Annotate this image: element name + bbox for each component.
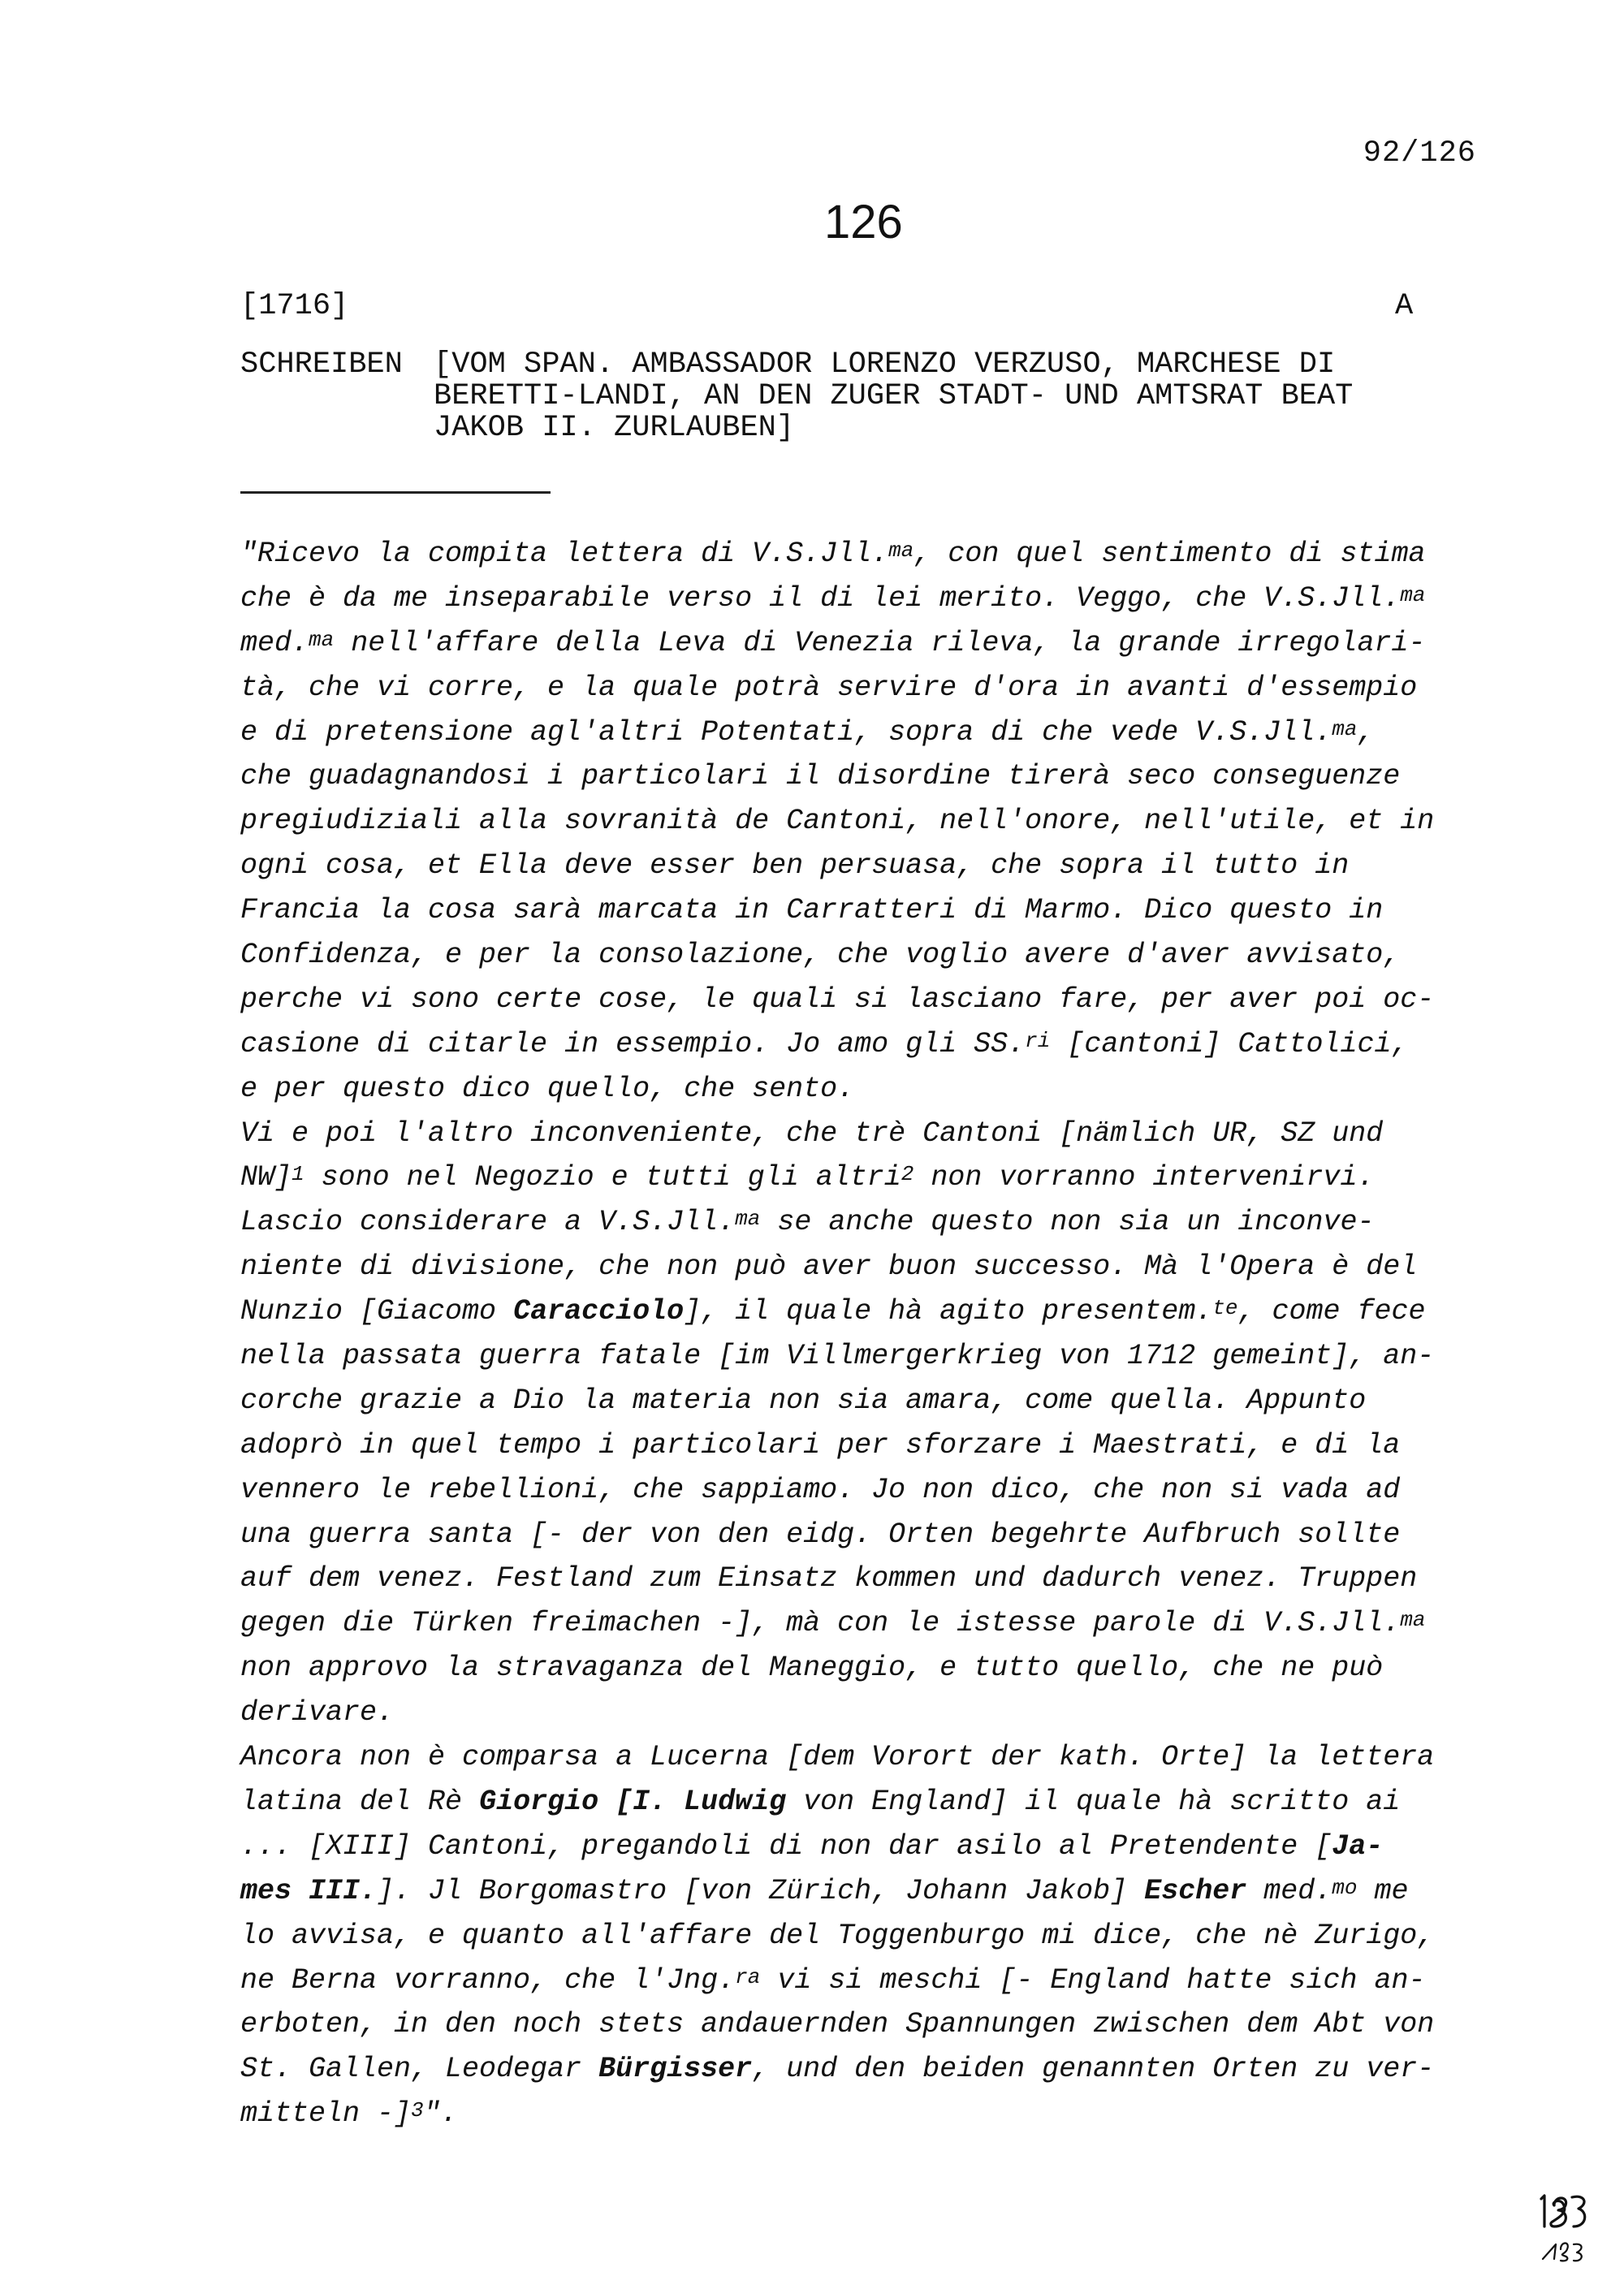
text-segment: nella passata guerra fatale [im Villmergerkrieg von 1712 gemeint], an- [240,1340,1435,1373]
text-segment: latina del Rè [240,1785,480,1818]
document-number: 126 [824,196,903,248]
text-segment: corche grazie a Dio la materia non sia amara, come quella. Appunto [240,1384,1367,1417]
text-segment: me [1357,1874,1409,1907]
body-line [240,1601,1507,1646]
heading-text [434,349,1489,444]
body-line [240,799,1507,844]
superscript: ma [888,538,914,563]
bold-name: Escher [1144,1874,1247,1907]
text-segment: derivare. [240,1696,395,1730]
text-segment: ne Berna vorranno, che l'Jng. [240,1963,736,1997]
body-line [240,621,1507,666]
body-line [240,2092,1507,2136]
text-segment: , und den beiden genannten Orten zu ver- [752,2053,1435,2086]
text-segment: St. Gallen, Leodegar [240,2053,599,2086]
text-segment: che è da me inseparabile verso il di lei merito. Veggo, che V.S.Jll. [240,581,1401,615]
text-segment: ogni cosa, et Ella deve esser ben persuasa, che sopra il tutto in [240,849,1350,883]
text-segment: se anche questo non sia un inconve- [760,1206,1375,1239]
body-line [240,888,1507,933]
body-line [240,1379,1507,1423]
text-segment: ]. Jl Borgomastro [von Zürich, Johann Jakob] [377,1874,1145,1907]
body-line [240,1914,1507,1959]
text-segment: vi si meschi [- England hatte sich an- [760,1963,1426,1997]
superscript: te [1212,1296,1238,1321]
text-segment: sono nel Negozio e tutti gli altri [304,1161,901,1194]
body-line [240,1735,1507,1780]
body-line [240,1780,1507,1825]
body-line [240,1112,1507,1156]
body-line [240,1423,1507,1468]
text-segment: , come fece [1237,1295,1426,1328]
text-segment: , con quel sentimento di stima [914,538,1426,570]
text-segment: [cantoni] Cattolici, [1050,1027,1409,1060]
superscript: ra [735,1964,761,1989]
body-line [240,1067,1507,1112]
bold-name: Bürgisser [598,2053,753,2086]
superscript: ma [735,1207,761,1232]
text-segment: med. [240,626,309,659]
text-segment: ". [423,2097,458,2131]
body-line [240,577,1507,621]
bold-name: Ja- [1332,1829,1384,1863]
body-line [240,844,1507,888]
bold-name: Giorgio [I. Ludwig [479,1785,787,1818]
text-segment: tà, che vi corre, e la quale potrà servire d'ora in avanti d'essempio [240,671,1418,704]
body-line [240,1334,1507,1379]
superscript: ma [1332,716,1358,741]
text-segment: , [1357,715,1375,749]
text-segment: nell'affare della Leva di Venezia rileva, la grande irregolari- [334,626,1426,659]
text-segment: Vi e poi l'altro inconveniente, che trè Cantoni [nämlich UR, SZ und [240,1116,1384,1150]
body-line [240,1468,1507,1513]
superscript: mo [1332,1875,1358,1900]
text-segment: lo avvisa, e quanto all'affare del Toggenburgo mi dice, che nè Zurigo, [240,1919,1435,1952]
text-segment: perche vi sono certe cose, le quali si lasciano fare, per aver poi oc- [240,983,1435,1016]
superscript: ma [1400,582,1426,607]
body-line [240,1959,1507,2003]
body-line [240,754,1507,799]
text-segment: Ancora non è comparsa a Lucerna [dem Vorort der kath. Orte] la lettera [240,1741,1435,1774]
body-line [240,666,1507,710]
body-line [240,1513,1507,1557]
body-line [240,710,1507,755]
body-line [240,1557,1507,1601]
heading-rule [240,491,551,494]
body-line [240,2002,1507,2047]
body-line [240,532,1507,577]
text-segment: NW] [240,1161,292,1194]
text-segment: ... [XIII] Cantoni, pregandoli di non dar asilo al Pretendente [ [240,1829,1332,1863]
body-line [240,1289,1507,1334]
text-segment: Francia la cosa sarà marcata in Carratteri di Marmo. Dico questo in [240,894,1384,927]
superscript: ri [1025,1028,1051,1053]
text-segment: "Ricevo la compita lettera di V.S.Jll. [240,538,889,570]
text-segment: non vorranno intervenirvi. [914,1161,1375,1194]
body-line [240,1646,1507,1691]
text-segment: adoprò in quel tempo i particolari per sforzare i Maestrati, e di la [240,1428,1401,1462]
bold-name: mes III. [240,1874,378,1907]
superscript: 2 [901,1162,914,1187]
text-segment: non approvo la stravaganza del Maneggio, e tutto quello, che ne può [240,1652,1384,1685]
body-line [240,978,1507,1022]
text-segment: von England] il quale hà scritto ai [786,1785,1401,1818]
heading-line: BERETTI-LANDI, AN DEN ZUGER STADT- UND AMTSRAT BEAT [434,379,1354,413]
reference-number: 92/126 [1363,136,1476,171]
text-segment: casione di citarle in essempio. Jo amo gli SS. [240,1027,1026,1060]
text-segment: e di pretensione agl'altri Potentati, sopra di che vede V.S.Jll. [240,715,1332,749]
heading-line: [VOM SPAN. AMBASSADOR LORENZO VERZUSO, MARCHESE DI [434,348,1336,382]
text-segment: Lascio considerare a V.S.Jll. [240,1206,736,1239]
text-segment: niente di divisione, che non può aver buon successo. Mà l'Opera è del [240,1250,1418,1284]
text-segment: che guadagnandosi i particolari il disordine tirerà seco conseguenze [240,760,1401,793]
text-segment: erboten, in den noch stets andauernden Spannungen zwischen dem Abt von [240,2008,1435,2041]
document-letter: A [1395,289,1414,323]
text-segment: med. [1246,1874,1332,1907]
text-segment: Confidenza, e per la consolazione, che voglio avere d'aver avvisato, [240,939,1401,972]
text-segment: auf dem venez. Festland zum Einsatz kommen und dadurch venez. Truppen [240,1562,1418,1596]
body-line [240,1200,1507,1245]
heading-line: JAKOB II. ZURLAUBEN] [434,411,795,445]
body-line [240,933,1507,978]
text-segment: gegen die Türken freimachen -], mà con le istesse parole di V.S.Jll. [240,1607,1401,1640]
body-line [240,1691,1507,1735]
superscript: 1 [292,1162,304,1187]
handwritten-page-number [1535,2191,1592,2264]
document-year: [1716] [240,289,349,323]
text-segment: ], il quale hà agito presentem. [684,1295,1213,1328]
letter-body [240,532,1507,2136]
body-line [240,1869,1507,1914]
body-line [240,1825,1507,1869]
superscript: 3 [411,2098,424,2123]
text-segment: una guerra santa [- der von den eidg. Orten begehrte Aufbruch sollte [240,1518,1401,1551]
text-segment: vennero le rebellioni, che sappiamo. Jo non dico, che non si vada ad [240,1473,1401,1506]
body-line [240,1245,1507,1289]
text-segment: Nunzio [Giacomo [240,1295,514,1328]
bold-name: Caracciolo [513,1295,685,1328]
text-segment: mitteln -] [240,2097,412,2131]
superscript: ma [309,627,335,652]
text-segment: e per questo dico quello, che sento. [240,1072,855,1105]
body-line [240,1022,1507,1067]
text-segment: pregiudiziali alla sovranità de Cantoni, nell'onore, nell'utile, et in [240,805,1435,838]
superscript: ma [1400,1608,1426,1633]
heading-label: SCHREIBEN [240,348,403,382]
body-line [240,2047,1507,2092]
body-line [240,1155,1507,1200]
